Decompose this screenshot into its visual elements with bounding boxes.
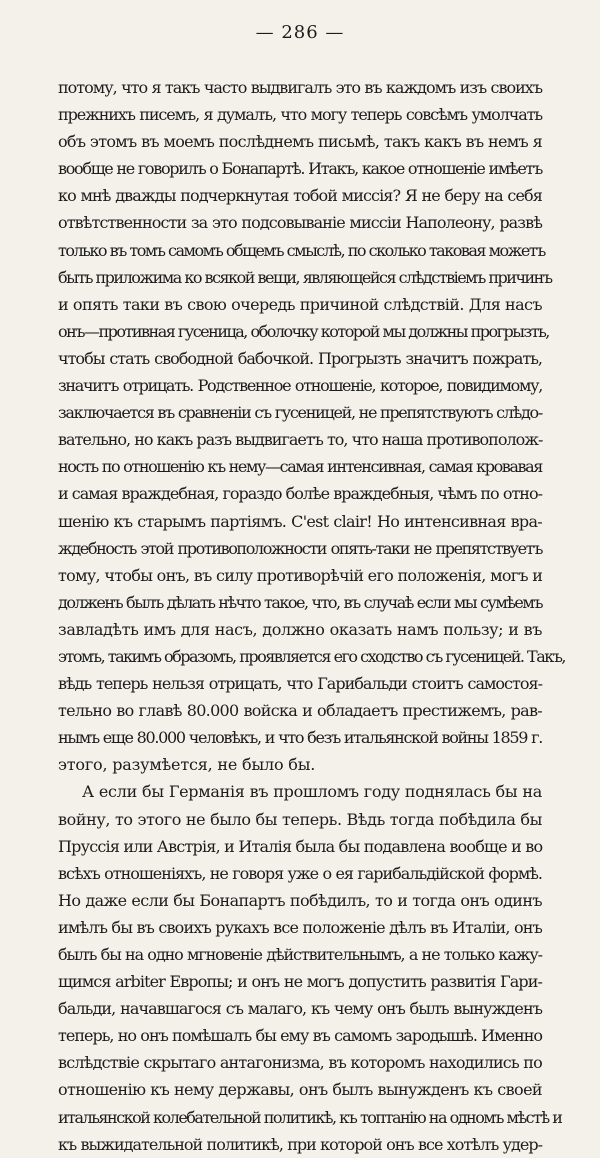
text-line: теперь, но онъ помѣшалъ бы ему въ самомъ зародышѣ. Именно <box>58 1026 542 1046</box>
text-line: ждебность этой противоположности опять-таки не препятствуетъ <box>58 538 542 558</box>
text-line: А если бы Германія въ прошломъ году поднялась бы на <box>82 782 542 802</box>
text-line: былъ бы на одно мгновеніе дѣйствительнымъ, а не только кажу- <box>58 945 542 964</box>
text-line: къ выжидательной политикѣ, при которой онъ все хотѣлъ удер- <box>58 1134 542 1154</box>
text-line: онъ—противная гусеница, оболочку которой мы должны прогрызть, <box>58 321 549 341</box>
text-line: чтобы стать свободной бабочкой. Прогрызть значитъ пожрать, <box>58 348 542 368</box>
text-line: нымъ еще 80.000 человѣкъ, и что безъ итальянской войны 1859 г. <box>58 728 542 748</box>
text-line: ность по отношенію къ нему—самая интенсивная, самая кровавая <box>58 457 542 477</box>
text-line: этого, разумѣется, не было бы. <box>58 755 316 775</box>
text-line: бальди, начавшагося съ малаго, къ чему онъ былъ вынужденъ <box>58 999 542 1019</box>
text-line: вообще не говорилъ о Бонапартѣ. Итакъ, какое отношеніе имѣетъ <box>58 159 542 179</box>
text-line: Пруссія или Австрія, и Италія была бы подавлена вообще и во <box>58 836 543 856</box>
text-line: щимся arbiter Европы; и онъ не могъ допустить развитія Гари- <box>58 972 542 992</box>
text-line: этомъ, такимъ образомъ, проявляется его сходство съ гусеницей. Такъ, <box>58 646 565 666</box>
text-line: всѣхъ отношеніяхъ, не говоря уже о ея гарибальдійской формѣ. <box>58 863 542 883</box>
text-line: отношенію къ нему державы, онъ былъ вынужденъ къ своей <box>58 1080 542 1100</box>
text-line: и опять таки въ свою очередь причиной слѣдствій. Для насъ <box>58 294 542 314</box>
text-line: вѣдь теперь нельзя отрицать, что Гарибальди стоитъ самостоя- <box>58 674 542 694</box>
text-line: имѣлъ бы въ своихъ рукахъ все положеніе дѣлъ въ Италіи, онъ <box>58 917 543 937</box>
text-line: итальянской колебательной политикѣ, къ топтанію на одномъ мѣстѣ и <box>58 1107 562 1127</box>
page-number: — 286 — <box>255 22 345 43</box>
text-line: долженъ былъ дѣлать нѣчто такое, что, въ случаѣ если мы сумѣемъ <box>58 592 542 612</box>
text-line: тому, чтобы онъ, въ силу противорѣчій его положенія, могъ и <box>58 565 543 585</box>
text-line: значитъ отрицать. Родственное отношеніе, которое, повидимому, <box>58 376 542 396</box>
text-line: вслѣдствіе скрытаго антагонизма, въ которомъ находились по <box>58 1053 542 1073</box>
text-line: шенію къ старымъ партіямъ. C'est clair! Но интенсивная вра- <box>58 511 542 531</box>
body-text <box>58 74 565 1158</box>
text-line: вательно, но какъ разъ выдвигаетъ то, что наша противополож- <box>58 430 543 450</box>
text-line: завладѣть имъ для насъ, должно оказать намъ пользу; и въ <box>58 619 542 639</box>
text-line: отвѣтственности за это подсовываніе миссіи Наполеону, развѣ <box>58 213 542 233</box>
text-line: быть приложима ко всякой вещи, являющейся слѣдствіемъ причинъ <box>58 267 552 287</box>
text-line: заключается въ сравненіи съ гусеницей, не препятствуютъ слѣдо- <box>58 403 542 423</box>
text-line: ко мнѣ дважды подчеркнутая тобой миссія? Я не беру на себя <box>58 186 542 206</box>
text-line: и самая враждебная, гораздо болѣе враждебныя, чѣмъ по отно- <box>58 484 542 504</box>
text-line: объ этомъ въ моемъ послѣднемъ письмѣ, такъ какъ въ немъ я <box>58 132 542 152</box>
text-line: Но даже если бы Бонапартъ побѣдилъ, то и тогда онъ одинъ <box>58 890 542 910</box>
text-line: тельно во главѣ 80.000 войска и обладаетъ престижемъ, рав- <box>58 701 542 721</box>
text-line: войну, то этого не было бы теперь. Вѣдь тогда побѣдила бы <box>58 809 542 829</box>
text-line: потому, что я такъ часто выдвигалъ это въ каждомъ изъ своихъ <box>58 78 542 97</box>
text-line: только въ томъ самомъ общемъ смыслѣ, по сколько таковая можетъ <box>58 240 545 260</box>
text-line: прежнихъ писемъ, я думалъ, что могу теперь совсѣмъ умолчать <box>58 105 542 125</box>
